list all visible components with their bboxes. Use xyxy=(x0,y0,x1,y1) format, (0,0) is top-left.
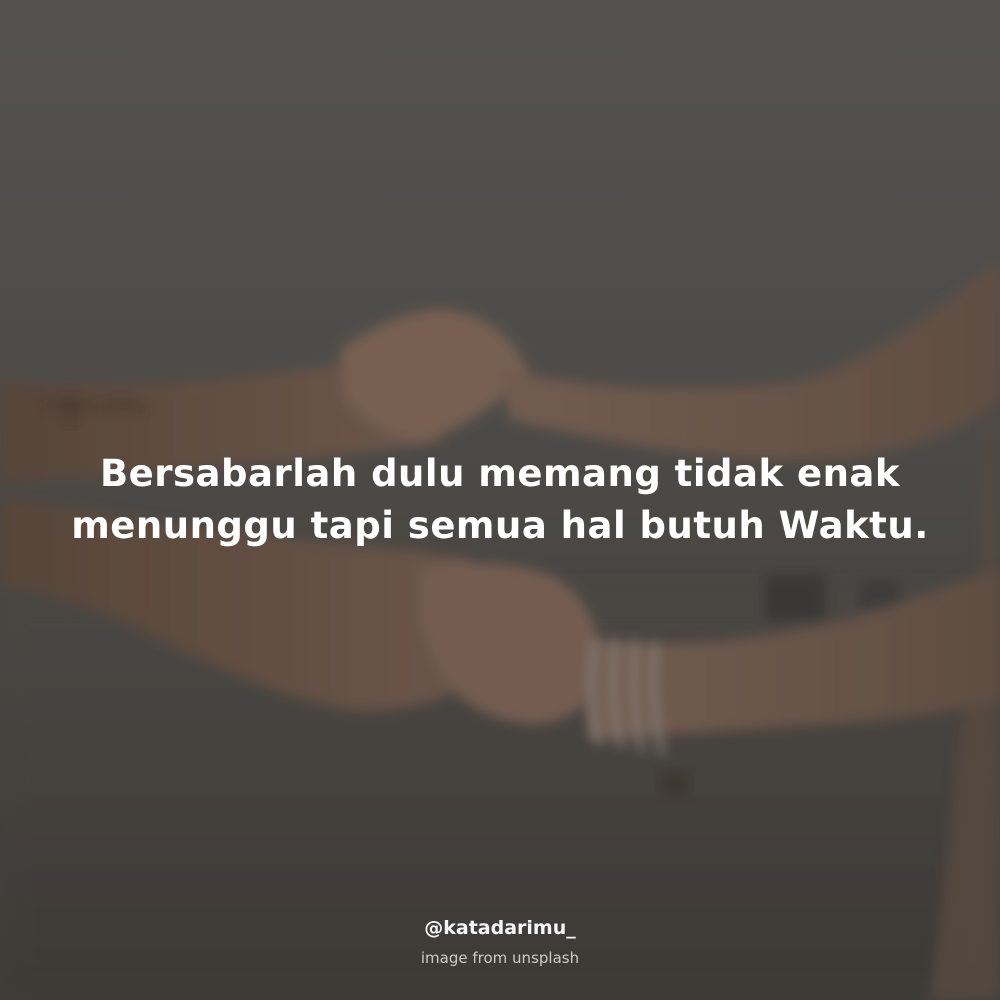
quote-text xyxy=(0,448,1000,552)
account-handle: @katadarimu_ xyxy=(424,917,576,939)
image-credit: image from unsplash xyxy=(420,949,580,967)
quote-line-2: menunggu tapi semua hal butuh Waktu. xyxy=(71,504,929,547)
quote-line-1: Bersabarlah dulu memang tidak enak xyxy=(99,452,901,495)
